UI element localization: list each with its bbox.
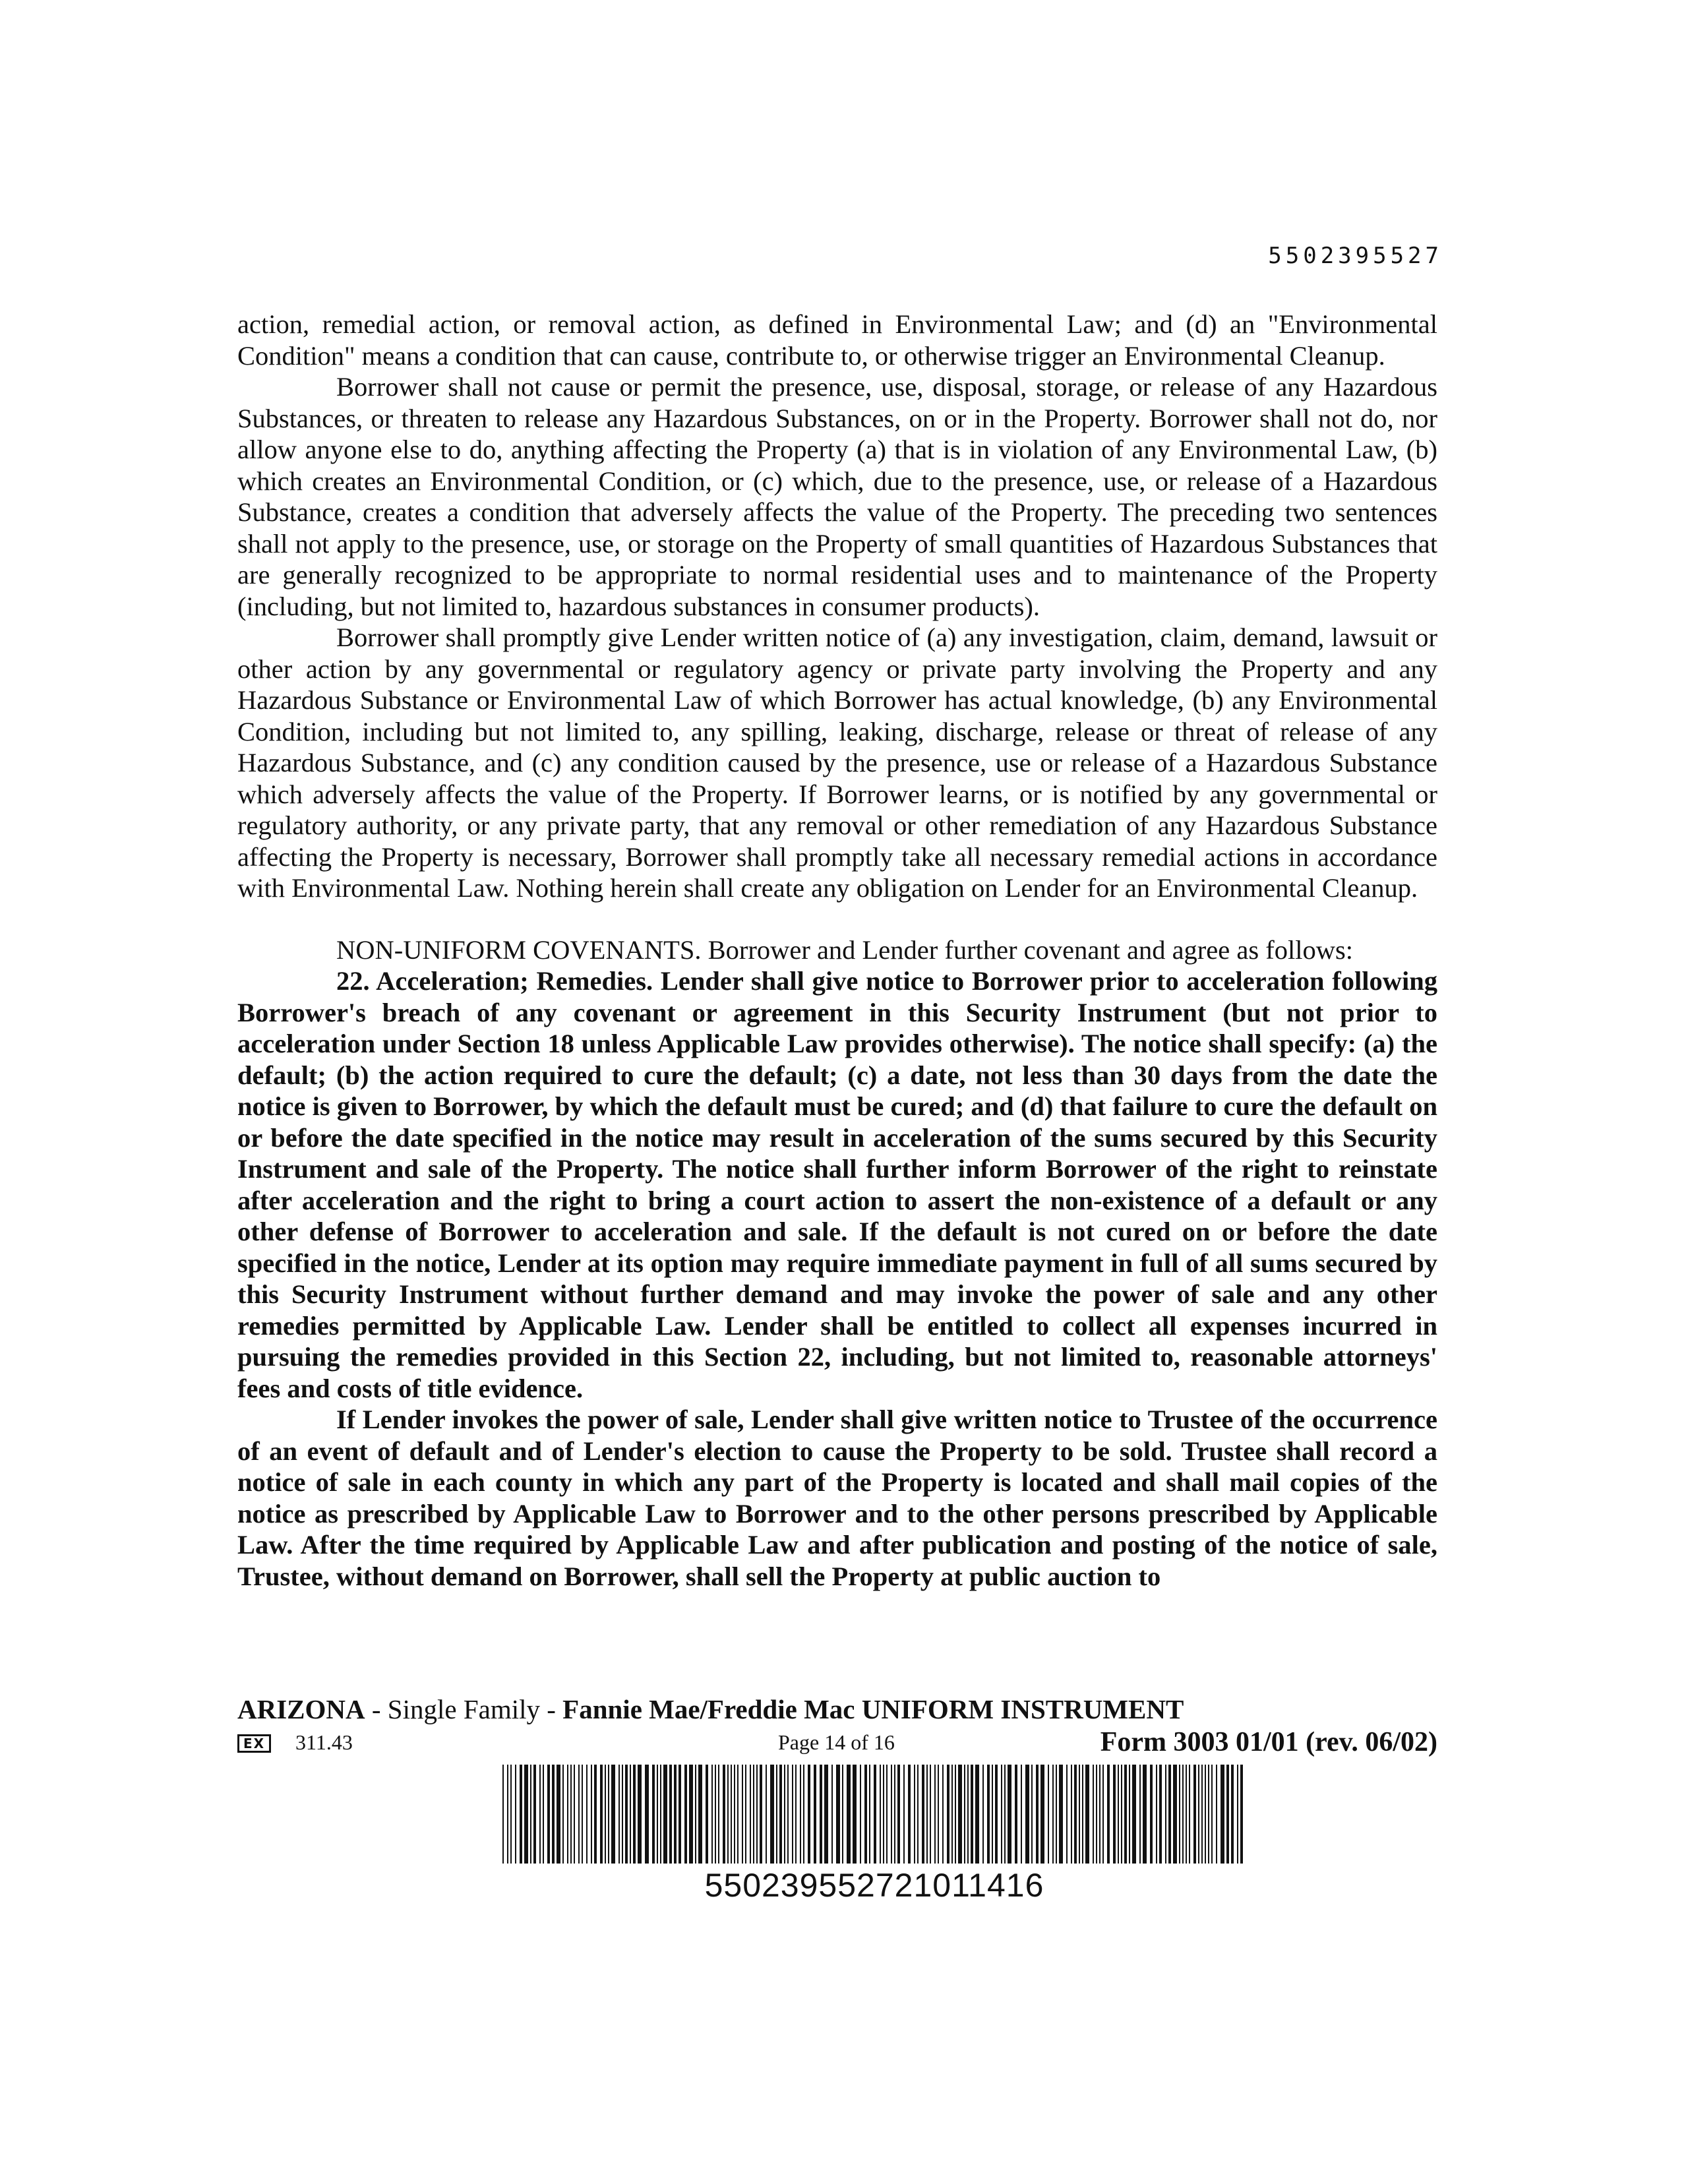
paragraph-notice-obligations: Borrower shall promptly give Lender written notice of (a) any investigation, claim, demand, lawsuit or other action by any governmental or regulatory agency or private party involving the Property and any Hazardous Substance or Environmental Law of which Borrower has actual knowledge, (b) any Environmental Condition, including but not limited to, any spilling, leaking, discharge, release or threat of release of any Hazardous Substance, and (c) any condition caused by the presence, use or release of a Hazardous Substance which adversely affects the value of the Property. If Borrower learns, or is notified by any governmental or regulatory authority, or any private party, that any removal or other remediation of any Hazardous Substance affecting the Property is necessary, Borrower shall promptly take all necessary remedial actions in accordance with Environmental Law. Nothing herein shall create any obligation on Lender for an Environmental Cleanup.: [237, 622, 1437, 903]
barcode-bar: [891, 1765, 892, 1864]
barcode-bar: [1074, 1765, 1077, 1864]
barcode-bar: [1189, 1765, 1190, 1864]
barcode-bar: [894, 1765, 895, 1864]
barcode-bar: [874, 1765, 876, 1864]
barcode-bar: [1113, 1765, 1116, 1864]
barcode-bar: [808, 1765, 810, 1864]
barcode-bar: [552, 1765, 555, 1864]
barcode-bar: [934, 1765, 936, 1864]
barcode-bar: [1107, 1765, 1110, 1864]
barcode-bar: [824, 1765, 828, 1864]
barcode-bar: [992, 1765, 993, 1864]
barcode-bar: [622, 1765, 623, 1864]
barcode-bar: [982, 1765, 984, 1864]
barcode-bar: [930, 1765, 931, 1864]
barcode-icon: [502, 1765, 1246, 1864]
barcode-bar: [1143, 1765, 1147, 1864]
barcode-bar: [1231, 1765, 1234, 1864]
barcode-bar: [600, 1765, 603, 1864]
barcode-bar: [787, 1765, 789, 1864]
barcode-bar: [625, 1765, 628, 1864]
barcode-bar: [1040, 1765, 1044, 1864]
barcode-bar: [795, 1765, 797, 1864]
barcode-bar: [1198, 1765, 1199, 1864]
barcode-bar: [1226, 1765, 1229, 1864]
barcode-bar: [723, 1765, 725, 1864]
barcode-bar: [1004, 1765, 1006, 1864]
barcode-bar: [942, 1765, 944, 1864]
barcode-bar: [594, 1765, 597, 1864]
barcode-bar: [951, 1765, 953, 1864]
barcode-bar: [779, 1765, 782, 1864]
barcode-bar: [760, 1765, 762, 1864]
form-id: Form 3003 01/01 (rev. 06/02): [1100, 1727, 1437, 1757]
barcode-bar: [591, 1765, 592, 1864]
barcode-bar: [718, 1765, 719, 1864]
barcode-bar: [814, 1765, 816, 1864]
barcode-bar: [547, 1765, 550, 1864]
barcode-bar: [1165, 1765, 1166, 1864]
barcode-bar: [1025, 1765, 1029, 1864]
barcode-bar: [586, 1765, 588, 1864]
barcode-bar: [1168, 1765, 1171, 1864]
barcode-bar: [1121, 1765, 1122, 1864]
barcode-bar: [1182, 1765, 1184, 1864]
barcode-bar: [669, 1765, 672, 1864]
barcode-bar: [734, 1765, 735, 1864]
form-code: 311.43: [295, 1730, 353, 1754]
barcode-bar: [756, 1765, 758, 1864]
barcode-bar: [652, 1765, 655, 1864]
barcode-bar: [753, 1765, 754, 1864]
barcode-bar: [792, 1765, 793, 1864]
barcode-bar: [886, 1765, 888, 1864]
barcode-bar: [1201, 1765, 1203, 1864]
barcode-bar: [995, 1765, 998, 1864]
barcode-bar: [727, 1765, 729, 1864]
barcode-bar: [1208, 1765, 1209, 1864]
paragraph-environmental-definition: action, remedial action, or removal action, as defined in Environmental Law; and (d) an "Environmental Condition" means a condition that can cause, contribute to, or otherwise trigger an Environmental Cleanup.: [237, 309, 1437, 371]
barcode-bar: [926, 1765, 928, 1864]
barcode-bar: [605, 1765, 606, 1864]
barcode-bar: [524, 1765, 528, 1864]
document-footer: [237, 1693, 1437, 1759]
barcode-bar: [543, 1765, 544, 1864]
barcode-bar: [539, 1765, 541, 1864]
barcode-bar: [1159, 1765, 1162, 1864]
barcode-bar: [864, 1765, 867, 1864]
barcode-bar: [1211, 1765, 1213, 1864]
barcode-bar: [578, 1765, 580, 1864]
barcode-bar: [1193, 1765, 1196, 1864]
barcode-bar: [938, 1765, 939, 1864]
barcode-bar: [737, 1765, 738, 1864]
barcode-bar: [689, 1765, 693, 1864]
barcode-bar: [645, 1765, 649, 1864]
barcode-bar: [987, 1765, 990, 1864]
barcode-bar: [836, 1765, 840, 1864]
barcode-bar: [770, 1765, 774, 1864]
barcode-bar: [917, 1765, 919, 1864]
barcode-bar: [967, 1765, 969, 1864]
barcode-bar: [1156, 1765, 1157, 1864]
barcode-bar: [618, 1765, 620, 1864]
footer-meta-row: [237, 1726, 1437, 1759]
barcode-bar: [1085, 1765, 1089, 1864]
barcode-bar: [695, 1765, 696, 1864]
state-label: ARIZONA: [237, 1694, 365, 1724]
barcode-bar: [1216, 1765, 1217, 1864]
barcode-bar: [1021, 1765, 1022, 1864]
barcode-bar: [742, 1765, 743, 1864]
barcode-bar: [1008, 1765, 1011, 1864]
barcode-bar: [684, 1765, 687, 1864]
barcode-bar: [971, 1765, 973, 1864]
barcode-bar: [1015, 1765, 1017, 1864]
barcode-bar: [831, 1765, 833, 1864]
barcode-bar: [975, 1765, 979, 1864]
page-number: Page 14 of 16: [778, 1730, 895, 1754]
barcode-bar: [1132, 1765, 1136, 1864]
barcode-bar: [711, 1765, 713, 1864]
barcode-bar: [1240, 1765, 1243, 1864]
barcode-bar: [510, 1765, 512, 1864]
barcode-bar: [1124, 1765, 1127, 1864]
barcode-bar: [1099, 1765, 1100, 1864]
barcode-bar: [803, 1765, 804, 1864]
barcode-bar: [608, 1765, 609, 1864]
barcode-bar: [1139, 1765, 1141, 1864]
barcode-bar: [582, 1765, 583, 1864]
barcode-bar: [800, 1765, 801, 1864]
barcode-bar: [706, 1765, 708, 1864]
barcode-bar: [715, 1765, 716, 1864]
barcode-bar: [820, 1765, 822, 1864]
barcode-bar: [1071, 1765, 1072, 1864]
barcode-bar: [903, 1765, 905, 1864]
barcode-bar: [678, 1765, 681, 1864]
barcode-bar: [570, 1765, 572, 1864]
barcode-bar: [663, 1765, 667, 1864]
barcode-bar: [776, 1765, 777, 1864]
barcode-bar: [1093, 1765, 1094, 1864]
barcode-bar: [1129, 1765, 1130, 1864]
barcode-bar: [1056, 1765, 1057, 1864]
barcode-bar: [674, 1765, 677, 1864]
barcode-bar: [567, 1765, 568, 1864]
barcode-bar: [1082, 1765, 1083, 1864]
barcode-bar: [638, 1765, 642, 1864]
barcode-bar: [1059, 1765, 1063, 1864]
barcode-bar: [853, 1765, 857, 1864]
barcode-bar: [1036, 1765, 1039, 1864]
barcode-bar: [1237, 1765, 1238, 1864]
paragraph-non-uniform-covenants: NON-UNIFORM COVENANTS. Borrower and Lender further covenant and agree as follows:: [336, 934, 1353, 965]
paragraph-spacer: [237, 904, 1437, 934]
barcode-bar: [1118, 1765, 1119, 1864]
form-type: - Single Family -: [365, 1694, 563, 1724]
barcode-bar: [883, 1765, 884, 1864]
barcode-bar: [880, 1765, 881, 1864]
barcode-bar: [1066, 1765, 1068, 1864]
barcode-bar: [507, 1765, 508, 1864]
barcode-bar: [1079, 1765, 1080, 1864]
barcode-bar: [750, 1765, 751, 1864]
barcode-bar: [784, 1765, 785, 1864]
barcode-bar: [1031, 1765, 1033, 1864]
document-number: 5502395527: [1268, 243, 1443, 269]
barcode-bar: [731, 1765, 732, 1864]
barcode-bar: [964, 1765, 965, 1864]
barcode-bar: [630, 1765, 631, 1864]
barcode-bar: [947, 1765, 950, 1864]
barcode-bar: [860, 1765, 861, 1864]
barcode-bar: [955, 1765, 956, 1864]
barcode-bar: [1221, 1765, 1224, 1864]
barcode-bar: [562, 1765, 564, 1864]
barcode-bar: [1179, 1765, 1180, 1864]
barcode-bar: [922, 1765, 924, 1864]
barcode-bar: [515, 1765, 516, 1864]
barcode-bar: [660, 1765, 661, 1864]
barcode-bar: [698, 1765, 702, 1864]
barcode-bar: [897, 1765, 900, 1864]
barcode-bar: [1173, 1765, 1177, 1864]
barcode-bar: [1001, 1765, 1002, 1864]
instrument-label: Fannie Mae/Freddie Mac UNIFORM INSTRUMENT: [562, 1694, 1184, 1724]
barcode-bar: [745, 1765, 746, 1864]
barcode-bar: [1205, 1765, 1206, 1864]
barcode-bar: [574, 1765, 575, 1864]
form-description: [237, 1693, 1437, 1725]
barcode-number: 55023955272101141​6: [704, 1867, 1044, 1904]
barcode-bar: [1186, 1765, 1187, 1864]
paragraph-hazardous-substances: Borrower shall not cause or permit the presence, use, disposal, storage, or release of any Hazardous Substances, or threaten to release any Hazardous Substances, on or in the Property. Borrower shall not do, nor allow anyone else to do, anything affecting the Property (a) that is in violation of any Environmental Law, (b) which creates an Environmental Condition, or (c) which, due to the presence, use, or release of a Hazardous Substance, creates a condition that adversely affects the value of the Property. The preceding two sentences shall not apply to the presence, use, or storage on the Property of small quantities of Hazardous Substances that are generally recognized to be appropriate to normal residential uses and to maintenance of the Property (including, but not limited to, hazardous substances in consumer products).: [237, 372, 1437, 621]
barcode-bar: [847, 1765, 851, 1864]
barcode-bar: [533, 1765, 536, 1864]
barcode-bar: [842, 1765, 843, 1864]
barcode-bar: [530, 1765, 531, 1864]
barcode-bar: [958, 1765, 962, 1864]
barcode-bar: [1102, 1765, 1104, 1864]
barcode-bar: [657, 1765, 658, 1864]
ex-logo-icon: EX: [237, 1734, 271, 1753]
barcode-bar: [908, 1765, 911, 1864]
barcode-bar: [766, 1765, 767, 1864]
barcode-bar: [557, 1765, 560, 1864]
barcode-bar: [1052, 1765, 1054, 1864]
barcode-bar: [1150, 1765, 1153, 1864]
barcode-bar: [611, 1765, 615, 1864]
barcode-bar: [914, 1765, 915, 1864]
barcode-bar: [1048, 1765, 1049, 1864]
barcode-bar: [520, 1765, 522, 1864]
barcode-bar: [869, 1765, 870, 1864]
paragraph-acceleration-remedies: 22. Acceleration; Remedies. Lender shall give notice to Borrower prior to acceleration following Borrower's breach of any covenant or agreement in this Security Instrument (but not prior to acceleration under Section 18 unless Applicable Law provides otherwise). The notice shall specify: (a) the default; (b) the action required to cure the default; (c) a date, not less than 30 days from the date the notice is given to Borrower, by which the default must be cured; and (d) that failure to cure the default on or before the date specified in the notice may result in acceleration of the sums secured by this Security Instrument and sale of the Property. The notice shall further inform Borrower of the right to reinstate after acceleration and the right to bring a court action to assert the non-existence of a default or any other defense of Borrower to acceleration and sale. If the default is not cured on or before the date specified in the notice, Lender at its option may require immediate payment in full of all sums secured by this Security Instrument without further demand and may invoke the power of sale and any other remedies permitted by Applicable Law. Lender shall be entitled to collect all expenses incurred in pursuing the remedies provided in this Section 22, including, but not limited to, reasonable attorneys' fees and costs of title evidence.: [237, 966, 1437, 1403]
barcode-bar: [1096, 1765, 1097, 1864]
barcode-bar: [502, 1765, 504, 1864]
document-body: [237, 309, 1437, 1592]
paragraph-power-of-sale: If Lender invokes the power of sale, Lender shall give written notice to Trustee of the occurrence of an event of default and of Lender's election to cause the Property to be sold. Trustee shall record a notice of sale in each county in which any part of the Property is located and shall mail copies of the notice as prescribed by Applicable Law to Borrower and to the other persons prescribed by Applicable Law. After the time required by Applicable Law and after publication and posting of the notice of sale, Trustee, without demand on Borrower, shall sell the Property at public auction to: [237, 1405, 1437, 1591]
barcode-bar: [633, 1765, 636, 1864]
